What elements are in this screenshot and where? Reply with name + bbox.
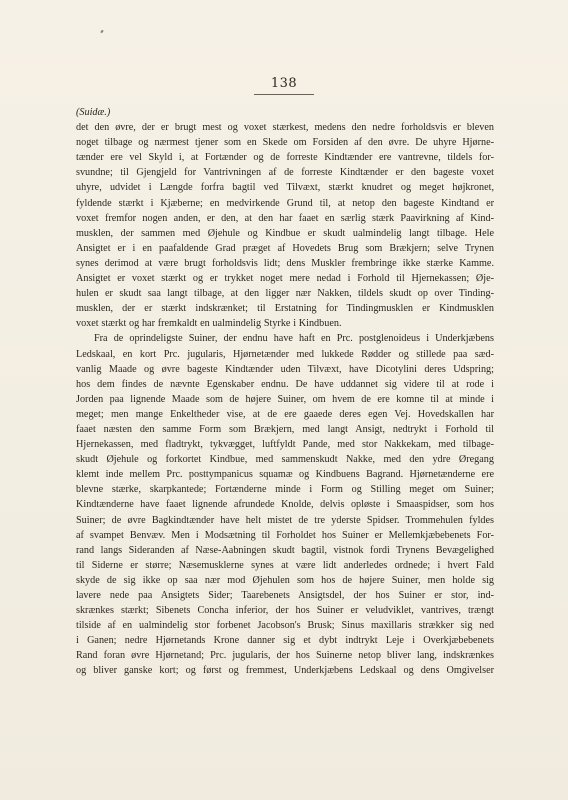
text-line-27: Suiner; de øvre Bagkindtænder have helt mistet de tre yderste Spidser. Trommehulen fyldes [76, 514, 494, 526]
text-line-14: voxet stærkt og har fremkaldt en ualmindelig Styrke i Kindbuen. [76, 318, 342, 330]
page-number: 138 [270, 76, 298, 91]
text-line-19: Jorden paa lignende Maade som de højere Suiner, om hvem de ere komne til at minde i [76, 393, 494, 405]
text-line-13: musklen, der er stærkt indskrænket; til Erstatning for Tindingmusklen er Kindmusklen [76, 303, 494, 315]
text-line-1: det den øvre, der er brugt mest og voxet stærkest, medens den nedre forholdsvis er bleven [76, 122, 494, 134]
body-text [76, 105, 494, 679]
text-line-34: tilside af en ualmindelig stor forbenet Jacobson's Brusk; Sinus maxillaris strækker sig ned [76, 620, 494, 632]
header-rule [254, 94, 314, 95]
text-line-17: vanlig Maade og øvre bageste Kindtænder uden Tilvæxt, have Dicotylini deres Udspring; [76, 363, 494, 375]
text-line-11: Ansigtet er voxet stærkt og er trykket noget mere nedad i Forhold til Hjernekassen; Øje- [76, 273, 494, 285]
text-line-18: hos dem findes de nævnte Egenskaber endnu. De have uddannet sig videre til at rode i [76, 378, 494, 390]
text-line-23: skudt Øjehule og forkortet Kindbue, med sammenskudt Nakke, med den ydre Øregang [76, 454, 494, 466]
text-line-36: Rand foran øvre Hjørnetand; Prc. jugularis, der hos Suinerne netop bliver lang, indskrænkes [76, 650, 494, 662]
text-line-7: voxet fremfor nogen anden, er den, at den har faaet en særlig stærk Paavirkning af Kind- [76, 212, 494, 224]
text-line-5: uhyre, udvidet i Længde forfra bagtil ved Tilvæxt, stærkt knudret og meget højkronet, [76, 182, 494, 194]
text-line-30: til Siderne er større; Næsemusklerne synes at være lidt anderledes ordnede; i hvert Fald [76, 559, 494, 571]
text-line-28: af svampet Benvæv. Men i Modsætning til Forholdet hos Suiner er Mellemkjæbebenets For- [76, 529, 494, 541]
section-label: (Suidæ.) [76, 107, 111, 118]
text-line-2: noget tilbage og nærmest tjener som en Skede om Forsiden af den øvre. De uhyre Hjørne- [76, 137, 494, 149]
text-line-31: skyde de sig ikke op saa nær mod Øjehulen som hos de højere Suiner, men holde sig [76, 574, 494, 586]
text-line-4: svundne; til Gjengjeld for Vantrivningen af de forreste Kindtænder er den bageste voxet [76, 167, 494, 179]
text-line-24: klemt inde mellem Prc. posttympanicus squamæ og Kindbuens Bagrand. Hjørnetænderne ere [76, 469, 494, 481]
text-line-3: tænder ere vel Skyld i, at Fortænder og de forreste Kindtænder ere vantrevne, tildels for- [76, 152, 494, 164]
text-line-16: Ledskaal, en kort Prc. jugularis, Hjørnetænder med lukkede Rødder og stillede paa sæd- [76, 348, 494, 360]
text-line-32: lavere nede paa Ansigtets Sider; Taarebenets Ansigtsdel, der hos Suiner er stor, ind- [76, 590, 494, 601]
text-line-20: meget; men mange Enkeltheder vise, at de ere gaaede deres egen Vej. Hovedskallen har [76, 408, 494, 420]
text-line-35: i Ganen; nedre Hjørnetands Krone danner sig et dybt indtrykt Leje i Overkjæbebenets [76, 635, 494, 647]
text-line-37: og bliver ganske kort; og først og fremmest, Underkjæbens Ledskaal og dens Omgivelser [76, 665, 494, 677]
text-line-25: blevne stærke, skarpkantede; Fortænderne minde i Form og Stilling meget om Suiner; [76, 484, 494, 496]
text-line-12: hulen er skudt saa langt tilbage, at den ligger nær Nakken, tildels skudt op over Tinding- [76, 288, 494, 300]
text-line-21: faaet næsten den samme Form som Brækjern, med langt Ansigt, nedtrykt i Forhold til [76, 423, 494, 435]
text-line-9: Ansigtet er i en paafaldende Grad præget af Hovedets Brug som Brækjern; selve Trynen [76, 242, 494, 254]
text-line-15: Fra de oprindeligste Suiner, der endnu have haft en Prc. postglenoideus i Underkjæbens [94, 333, 494, 345]
text-line-6: fyldende stærkt i Kjæberne; en medvirkende Grund til, at netop den bageste Kindtand er [76, 197, 494, 209]
text-line-29: rand langs Sideranden af Næse-Aabningen skudt bagtil, vistnok fordi Trynens Bevægelighed [76, 544, 494, 556]
paper-speck [100, 30, 103, 34]
text-line-8: musklen, der sammen med Øjehule og Kindbue er skudt ualmindelig langt tilbage. Hele [76, 227, 494, 239]
text-line-33: skrænkes stærkt; Sibenets Concha inferior, der hos Suiner er veludviklet, vantrives, trængt [76, 605, 494, 617]
text-line-26: Kindtænderne have faaet lignende afrundede Knolde, delvis opløste i Smaaspidser, som hos [76, 499, 494, 511]
text-line-10: synes derimod at være brugt forholdsvis lidt; dens Muskler frembringe ikke stærke Kamme. [76, 257, 494, 269]
text-line-22: Hjernekassen, med fladtrykt, tykvægget, luftfyldt Pande, med stor Nakkekam, med tilbage- [76, 439, 494, 451]
